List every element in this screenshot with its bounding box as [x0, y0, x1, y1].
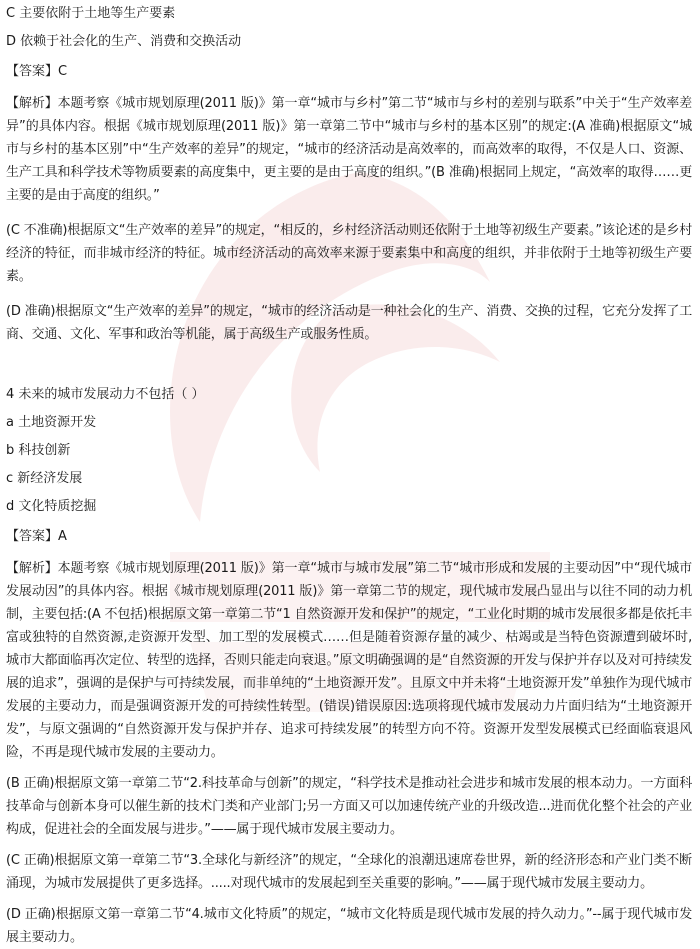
q4-analysis-2: (B 正确)根据原文第一章第二节“2.科技革命与创新”的规定，“科学技术是推动社会进步和城市发展的根本动力。一方面科技革命与创新本身可以催生新的技术门类和产业部门;另一方面又可以加速传统产业的升级改造...进而优化整个社会的产业构成，促进社会的全面发展与进步。”——属于现代城市发展主要动力。 [6, 776, 693, 837]
q4-analysis-3: (C 正确)根据原文第一章第二节“3.全球化与新经济”的规定，“全球化的浪潮迅速席卷世界，新的经济形态和产业门类不断涌现，为城市发展提供了更多选择。.....对现代城市的发展起到至关重要的影响。”——属于现代城市发展主要动力。 [6, 853, 692, 891]
q4-option-a: a 土地资源开发 [6, 415, 97, 430]
q3-analysis-1: 【解析】本题考察《城市规划原理(2011 版)》第一章“城市与乡村”第二节“城市与乡村的差别与联系”中关于“生产效率差异”的具体内容。根据《城市规划原理(2011 版)》第一章第二节中“城市与乡村的基本区别”的规定:(A 准确)根据原文“城市与乡村的基本区别”中“生产效率的差异”的规定，“城市的经济活动是高效率的，而高效率的取得，不仅是人口、资源、生产工具和科学技术等物质要素的高度集中，更主要的是由于高度的组织。”(B 准确)根据同上规定，“高效率的取得……更主要的是由于高度的组织。” [6, 96, 692, 203]
q4-option-b: b 科技创新 [6, 443, 71, 458]
q3-analysis-2: (C 不准确)根据原文“生产效率的差异”的规定，“相反的，乡村经济活动则还依附于土地等初级生产要素。”该论述的是乡村经济的特征，而非城市经济的特征。城市经济活动的高效率来源于要素集中和高度的组织，并非依附于土地等初级生产要素。 [6, 223, 692, 284]
document-page [0, 2, 700, 949]
q4-option-c: c 新经济发展 [6, 471, 83, 486]
q3-option-c: C 主要依附于土地等生产要素 [6, 6, 176, 21]
q3-option-d: D 依赖于社会化的生产、消费和交换活动 [6, 34, 242, 49]
q4-answer: 【答案】A [6, 529, 67, 544]
q4-option-d: d 文化特质挖掘 [6, 499, 97, 514]
q4-analysis-4: (D 正确)根据原文第一章第二节“4.城市文化特质”的规定，“城市文化特质是现代城市发展的持久动力。”--属于现代城市发展主要动力。 [6, 907, 692, 945]
q4-question: 4 未来的城市发展动力不包括（ ） [6, 387, 205, 402]
q3-answer: 【答案】C [6, 64, 68, 79]
q3-analysis-3: (D 准确)根据原文“生产效率的差异”的规定，“城市的经济活动是一种社会化的生产、消费、交换的过程，它充分发挥了工商、交通、文化、军事和政治等机能，属于高级生产或服务性质。 [6, 304, 692, 342]
q4-analysis-1: 【解析】本题考察《城市规划原理(2011 版)》第一章“城市与城市发展”第二节“城市形成和发展的主要动因”中“现代城市发展动因”的具体内容。根据《城市规划原理(2011 版)》第一章第二节的规定，现代城市发展凸显出与以往不同的动力机制，主要包括:(A 不包括)根据原文第一章第二节“1 自然资源开发和保护”的规定，“工业化时期的城市发展很多都是依托丰富或独特的自然资源,走资源开发型、加工型的发展模式……但是随着资源存量的减少、枯竭或是当特色资源遭到破坏时,城市大都面临再次定位、转型的选择，否则只能走向衰退。”原文明确强调的是“自然资源的开发与保护并存以及对可持续发展的追求”，强调的是保护与可持续发展，而非单纯的“土地资源开发”。且原文中并未将“土地资源开发”单独作为现代城市发展的主要动力，而是强调资源开发的可持续性转型。(错误)错误原因:选项将现代城市发展动力片面归结为“土地资源开发”，与原文强调的“自然资源开发与保护并存、追求可持续发展”的转型方向不符。资源开发型发展模式已经面临衰退风险，不再是现代城市发展的主要动力。 [6, 561, 692, 760]
